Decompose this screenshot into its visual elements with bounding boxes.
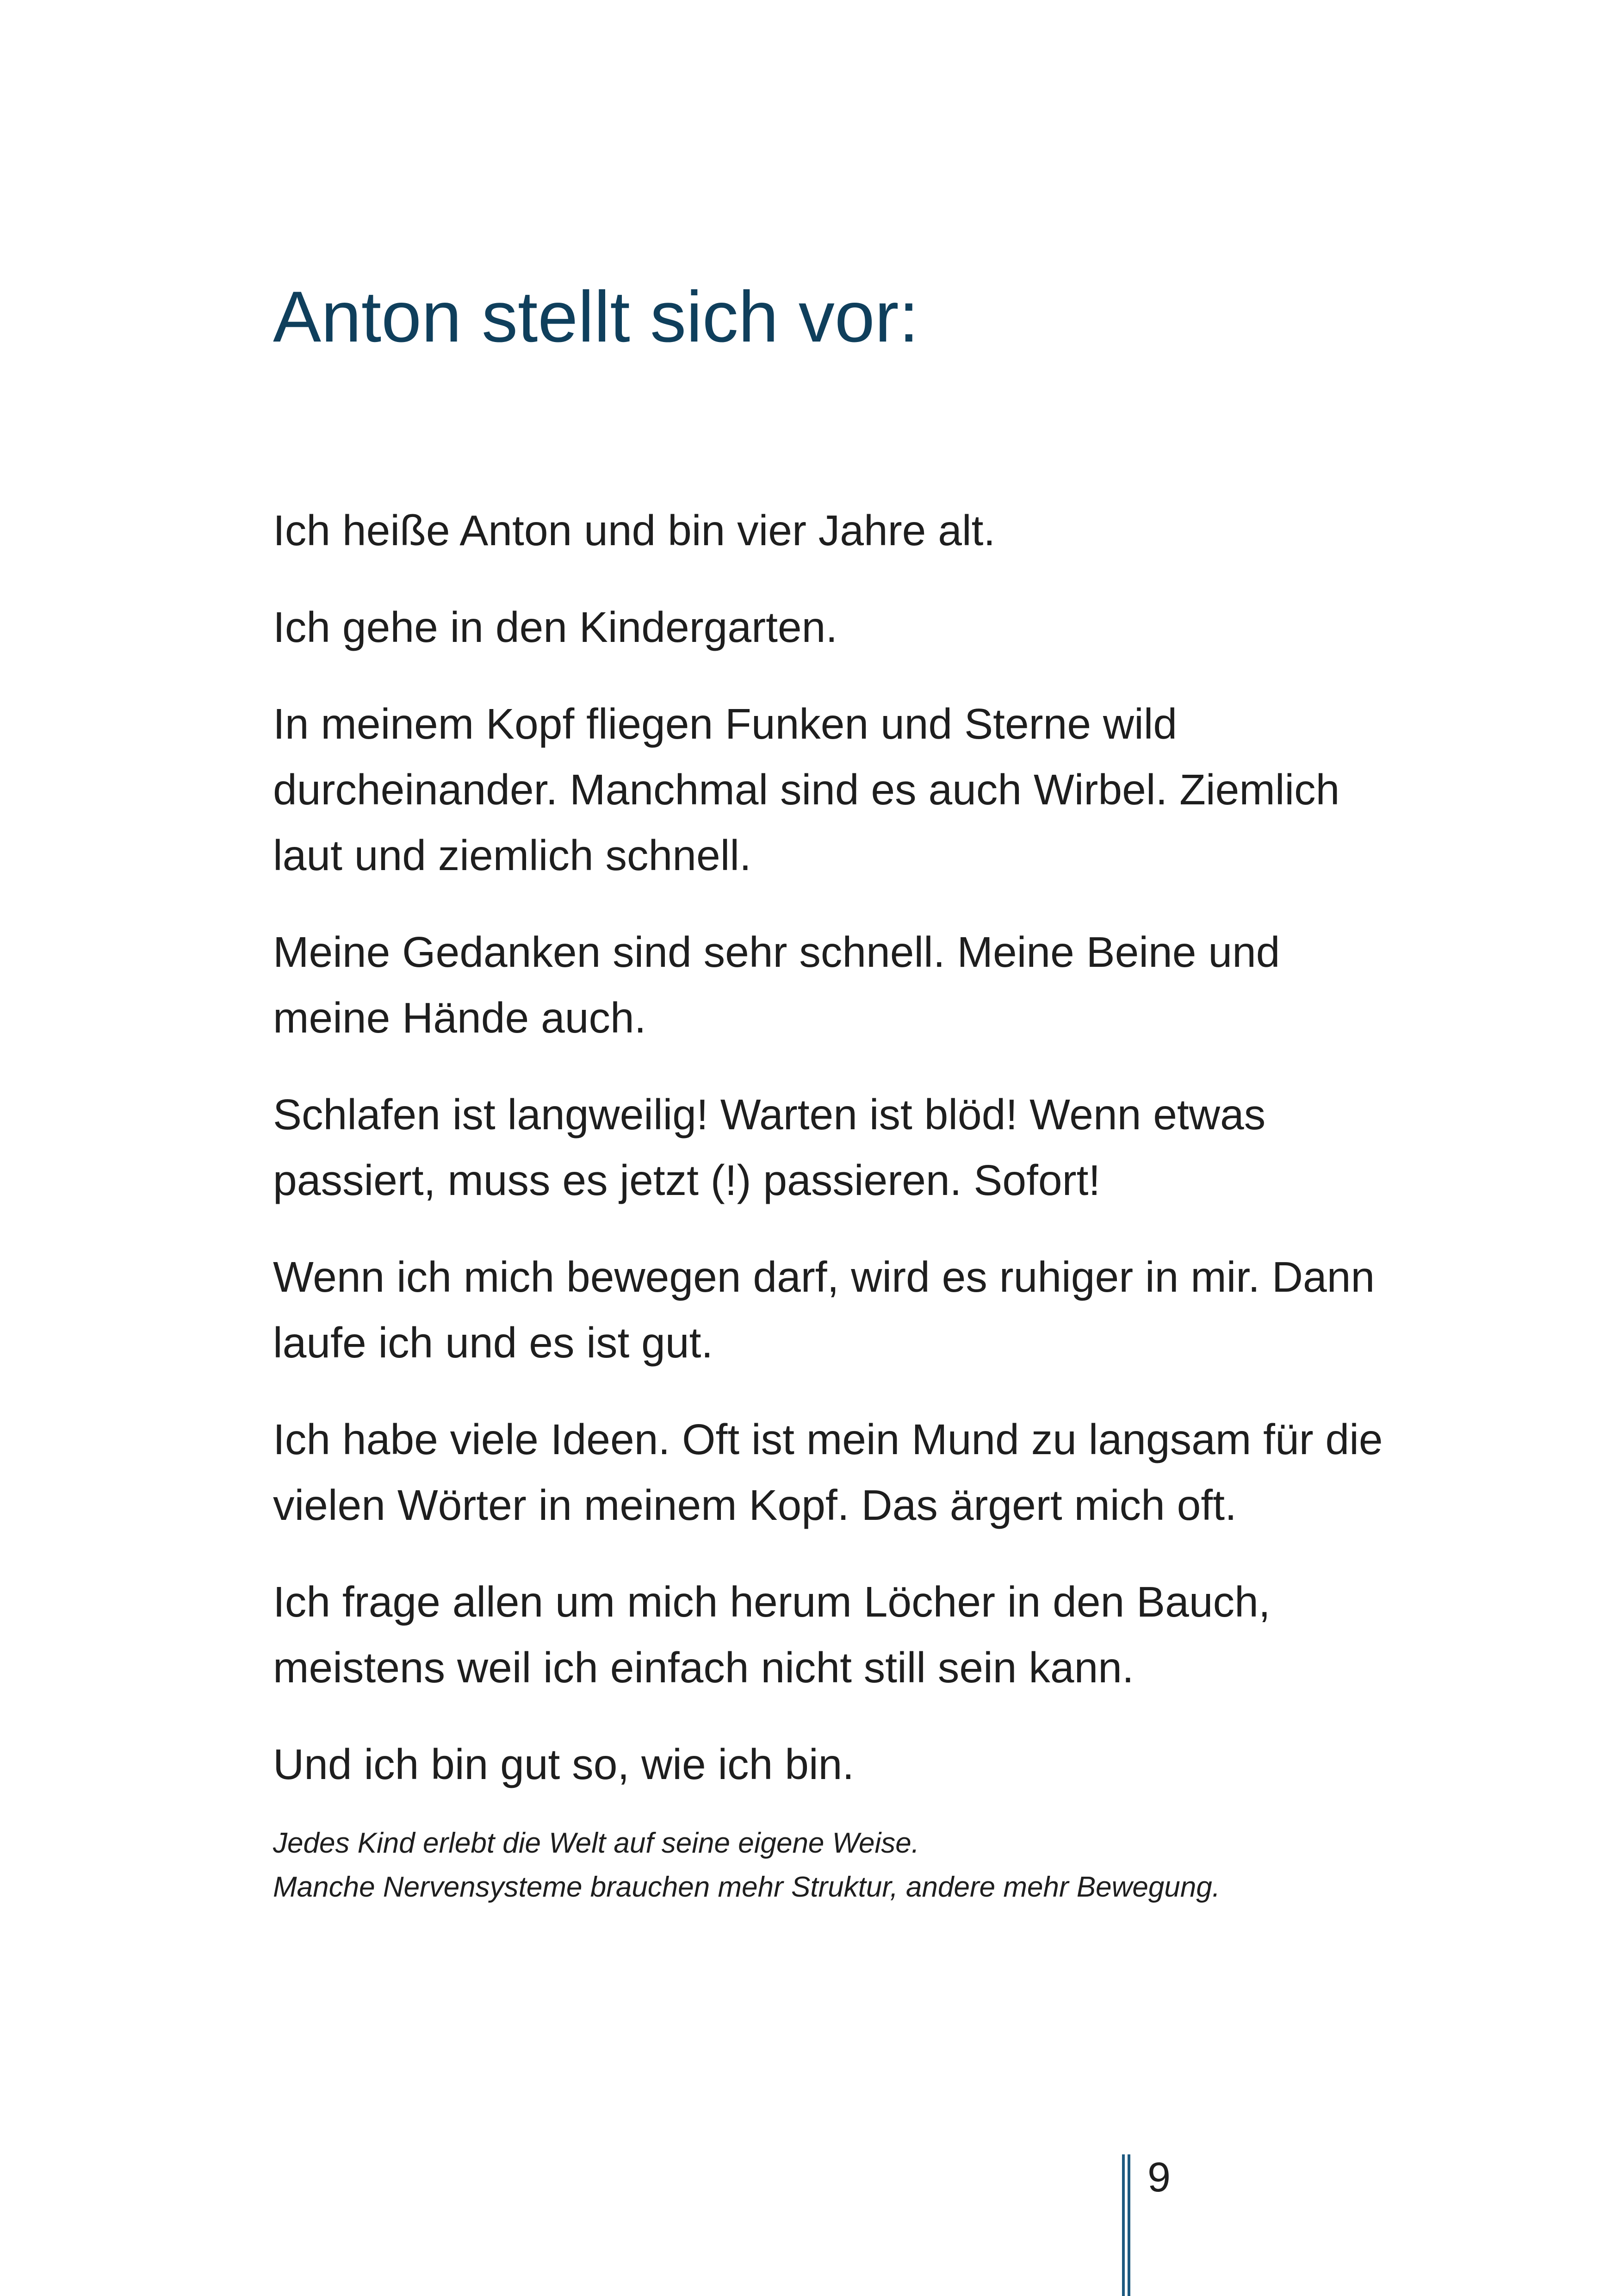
page-number: 9	[1147, 2154, 1171, 2201]
paragraph-4: Meine Gedanken sind sehr schnell. Meine Beine und meine Hände auch.	[273, 928, 1280, 1042]
page-title: Anton stellt sich vor:	[273, 277, 919, 357]
paragraph-7: Ich habe viele Ideen. Oft ist mein Mund zu langsam für die vielen Wörter in meinem Kopf. Das ärgert mich oft.	[273, 1415, 1383, 1529]
rule-stripe-right	[1128, 2154, 1130, 2296]
note-line-1: Jedes Kind erlebt die Welt auf seine eigene Weise.	[273, 1827, 919, 1859]
body-text	[273, 498, 1402, 1828]
paragraph-8: Ich frage allen um mich herum Löcher in den Bauch, meistens weil ich einfach nicht still sein kann.	[273, 1578, 1271, 1692]
paragraph-5: Schlafen ist langweilig! Warten ist blöd! Wenn etwas passiert, muss es jetzt (!) passieren. Sofort!	[273, 1090, 1266, 1204]
paragraph-1: Ich heiße Anton und bin vier Jahre alt.	[273, 506, 996, 554]
paragraph-9: Und ich bin gut so, wie ich bin.	[273, 1740, 855, 1788]
page-number-rule	[1122, 2154, 1130, 2296]
paragraph-3: In meinem Kopf fliegen Funken und Sterne wild durcheinander. Manchmal sind es auch Wirbel. Ziemlich laut und ziemlich schnell.	[273, 700, 1340, 879]
rule-stripe-left	[1122, 2154, 1125, 2296]
italic-note	[273, 1821, 1476, 1909]
paragraph-6: Wenn ich mich bewegen darf, wird es ruhiger in mir. Dann laufe ich und es ist gut.	[273, 1253, 1375, 1367]
paragraph-2: Ich gehe in den Kindergarten.	[273, 603, 838, 651]
note-line-2: Manche Nervensysteme brauchen mehr Struktur, andere mehr Bewegung.	[273, 1871, 1221, 1903]
